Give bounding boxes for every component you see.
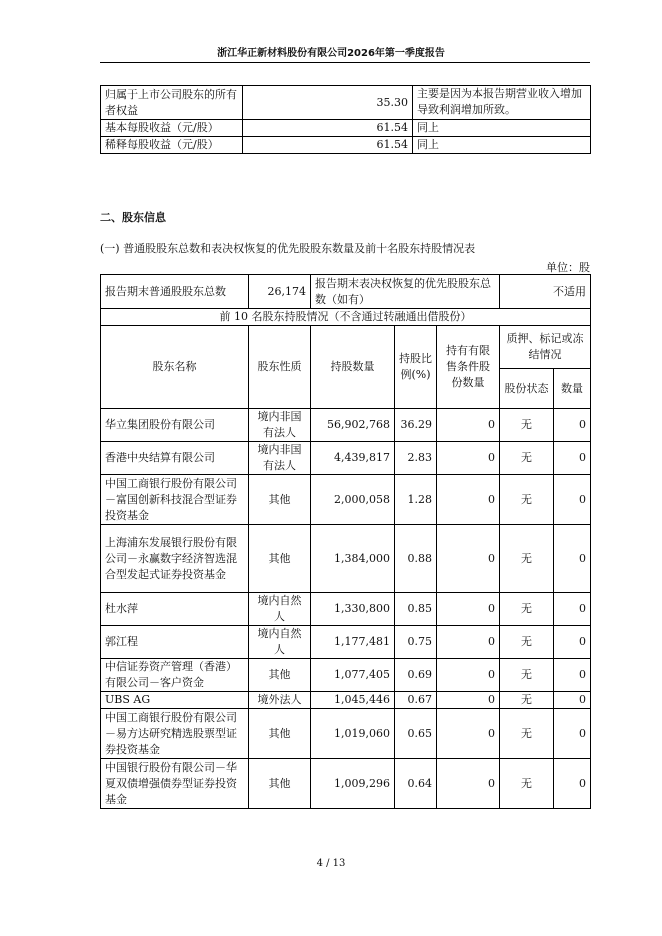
row-value: 35.30 bbox=[243, 86, 413, 120]
header-restricted: 持有有限售条件股份数量 bbox=[437, 326, 500, 409]
shareholder-shares: 4,439,817 bbox=[311, 442, 395, 475]
row-note: 同上 bbox=[413, 120, 591, 137]
pledge-status: 无 bbox=[500, 626, 554, 659]
total-shareholders-label: 报告期末普通股股东总数 bbox=[101, 275, 249, 309]
shareholder-nature: 其他 bbox=[249, 659, 311, 692]
header-name: 股东名称 bbox=[101, 326, 249, 409]
shareholder-nature: 境内非国有法人 bbox=[249, 442, 311, 475]
equity-change-row bbox=[101, 137, 591, 154]
shareholder-row bbox=[101, 475, 591, 525]
row-value: 61.54 bbox=[243, 137, 413, 154]
unit-label: 单位：股 bbox=[546, 261, 590, 274]
row-value: 61.54 bbox=[243, 120, 413, 137]
shareholder-ratio: 0.64 bbox=[395, 759, 437, 809]
shareholder-name: 杜水萍 bbox=[101, 593, 249, 626]
pledge-qty: 0 bbox=[554, 759, 591, 809]
row-item: 归属于上市公司股东的所有者权益 bbox=[101, 86, 243, 120]
shareholders-table-body bbox=[101, 409, 591, 809]
shareholder-name: 上海浦东发展银行股份有限公司－永赢数字经济智选混合型发起式证券投资基金 bbox=[101, 525, 249, 593]
shareholder-nature: 境内非国有法人 bbox=[249, 409, 311, 442]
header-qty: 数量 bbox=[554, 369, 591, 409]
shareholder-restricted: 0 bbox=[437, 409, 500, 442]
shareholder-row bbox=[101, 442, 591, 475]
shareholder-restricted: 0 bbox=[437, 709, 500, 759]
shareholder-row bbox=[101, 409, 591, 442]
shareholder-row bbox=[101, 709, 591, 759]
shareholder-shares: 1,077,405 bbox=[311, 659, 395, 692]
row-item: 基本每股收益（元/股） bbox=[101, 120, 243, 137]
header-row bbox=[101, 326, 591, 369]
shareholder-name: 华立集团股份有限公司 bbox=[101, 409, 249, 442]
pledge-status: 无 bbox=[500, 525, 554, 593]
shareholder-restricted: 0 bbox=[437, 659, 500, 692]
pledge-qty: 0 bbox=[554, 659, 591, 692]
shareholder-name: 中信证券资产管理（香港）有限公司－客户资金 bbox=[101, 659, 249, 692]
summary-row bbox=[101, 275, 591, 309]
shareholder-row bbox=[101, 525, 591, 593]
pledge-status: 无 bbox=[500, 475, 554, 525]
pledge-status: 无 bbox=[500, 442, 554, 475]
shareholder-name: 中国工商银行股份有限公司－富国创新科技混合型证券投资基金 bbox=[101, 475, 249, 525]
shareholder-restricted: 0 bbox=[437, 692, 500, 709]
shareholder-shares: 56,902,768 bbox=[311, 409, 395, 442]
shareholder-shares: 1,384,000 bbox=[311, 525, 395, 593]
shareholder-name: UBS AG bbox=[101, 692, 249, 709]
row-note: 同上 bbox=[413, 137, 591, 154]
equity-change-table-body bbox=[101, 86, 591, 154]
pledge-status: 无 bbox=[500, 709, 554, 759]
shareholder-ratio: 0.69 bbox=[395, 659, 437, 692]
pledge-qty: 0 bbox=[554, 475, 591, 525]
shareholder-nature: 其他 bbox=[249, 525, 311, 593]
pledge-qty: 0 bbox=[554, 692, 591, 709]
pledge-qty: 0 bbox=[554, 525, 591, 593]
row-item: 稀释每股收益（元/股） bbox=[101, 137, 243, 154]
shareholder-row bbox=[101, 692, 591, 709]
section-title: 二、股东信息 bbox=[100, 211, 166, 224]
pledge-status: 无 bbox=[500, 659, 554, 692]
pledge-qty: 0 bbox=[554, 626, 591, 659]
shareholder-shares: 2,000,058 bbox=[311, 475, 395, 525]
shareholder-ratio: 36.29 bbox=[395, 409, 437, 442]
page-number: 4 / 13 bbox=[316, 858, 346, 869]
shareholder-row bbox=[101, 626, 591, 659]
report-header: 浙江华正新材料股份有限公司2026年第一季度报告 bbox=[217, 48, 445, 59]
shareholder-shares: 1,009,296 bbox=[311, 759, 395, 809]
shareholder-name: 郭江程 bbox=[101, 626, 249, 659]
shareholder-shares: 1,177,481 bbox=[311, 626, 395, 659]
shareholder-restricted: 0 bbox=[437, 626, 500, 659]
pledge-status: 无 bbox=[500, 593, 554, 626]
pledge-qty: 0 bbox=[554, 409, 591, 442]
pledge-qty: 0 bbox=[554, 442, 591, 475]
shareholder-name: 香港中央结算有限公司 bbox=[101, 442, 249, 475]
shareholder-nature: 其他 bbox=[249, 709, 311, 759]
pledge-status: 无 bbox=[500, 692, 554, 709]
shareholder-name: 中国银行股份有限公司－华夏双债增强债券型证券投资基金 bbox=[101, 759, 249, 809]
shareholder-shares: 1,330,800 bbox=[311, 593, 395, 626]
pledge-qty: 0 bbox=[554, 593, 591, 626]
shareholder-nature: 其他 bbox=[249, 475, 311, 525]
shareholder-row bbox=[101, 659, 591, 692]
pledge-status: 无 bbox=[500, 759, 554, 809]
shareholder-nature: 境外法人 bbox=[249, 692, 311, 709]
shareholder-ratio: 1.28 bbox=[395, 475, 437, 525]
pledge-status: 无 bbox=[500, 409, 554, 442]
shareholder-restricted: 0 bbox=[437, 759, 500, 809]
shareholder-ratio: 0.67 bbox=[395, 692, 437, 709]
shareholders-table bbox=[100, 274, 591, 809]
shareholder-restricted: 0 bbox=[437, 442, 500, 475]
header-nature: 股东性质 bbox=[249, 326, 311, 409]
subsection-title: (一) 普通股股东总数和表决权恢复的优先股股东数量及前十名股东持股情况表 bbox=[100, 242, 476, 255]
shareholder-restricted: 0 bbox=[437, 475, 500, 525]
shareholder-ratio: 0.88 bbox=[395, 525, 437, 593]
shareholder-ratio: 2.83 bbox=[395, 442, 437, 475]
shareholder-shares: 1,045,446 bbox=[311, 692, 395, 709]
equity-change-table bbox=[100, 85, 591, 154]
header-rule bbox=[100, 62, 590, 63]
equity-change-row bbox=[101, 120, 591, 137]
header-ratio: 持股比例(%) bbox=[395, 326, 437, 409]
caption-row bbox=[101, 309, 591, 326]
total-shareholders-value: 26,174 bbox=[249, 275, 311, 309]
shareholder-ratio: 0.85 bbox=[395, 593, 437, 626]
top10-caption: 前 10 名股东持股情况（不含通过转融通出借股份） bbox=[101, 309, 591, 326]
shareholder-restricted: 0 bbox=[437, 593, 500, 626]
header-pledge: 质押、标记或冻结情况 bbox=[500, 326, 591, 369]
shareholder-ratio: 0.75 bbox=[395, 626, 437, 659]
row-note: 主要是因为本报告期营业收入增加导致利润增加所致。 bbox=[413, 86, 591, 120]
shareholder-nature: 境内自然人 bbox=[249, 626, 311, 659]
shareholder-nature: 境内自然人 bbox=[249, 593, 311, 626]
header-status: 股份状态 bbox=[500, 369, 554, 409]
equity-change-row bbox=[101, 86, 591, 120]
shareholder-row bbox=[101, 593, 591, 626]
preferred-shareholders-value: 不适用 bbox=[500, 275, 591, 309]
pledge-qty: 0 bbox=[554, 709, 591, 759]
shareholder-row bbox=[101, 759, 591, 809]
header-shares: 持股数量 bbox=[311, 326, 395, 409]
preferred-shareholders-label: 报告期末表决权恢复的优先股股东总数（如有） bbox=[311, 275, 500, 309]
shareholder-nature: 其他 bbox=[249, 759, 311, 809]
shareholder-shares: 1,019,060 bbox=[311, 709, 395, 759]
shareholder-restricted: 0 bbox=[437, 525, 500, 593]
shareholder-name: 中国工商银行股份有限公司－易方达研究精选股票型证券投资基金 bbox=[101, 709, 249, 759]
shareholder-ratio: 0.65 bbox=[395, 709, 437, 759]
